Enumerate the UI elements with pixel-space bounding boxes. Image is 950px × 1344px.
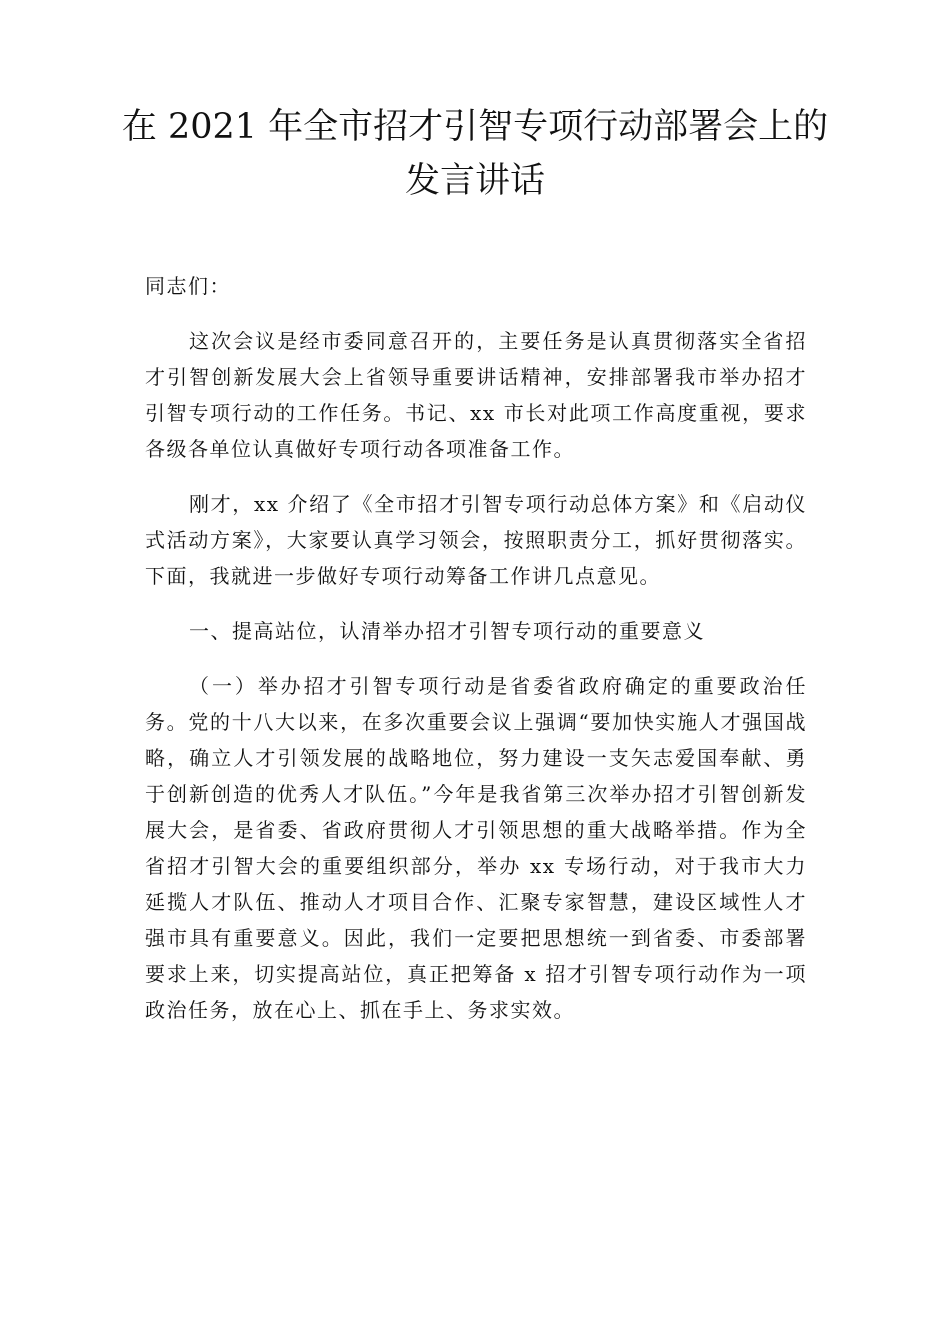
paragraph-overview: 刚才，xx 介绍了《全市招才引智专项行动总体方案》和《启动仪式活动方案》，大家要认真学习领会，按照职责分工，抓好贯彻落实。下面，我就进一步做好专项行动筹备工作讲几点意见。 bbox=[145, 492, 807, 588]
paragraph-subsection-1: （一）举办招才引智专项行动是省委省政府确定的重要政治任务。党的十八大以来，在多次重要会议上强调“要加快实施人才强国战略，确立人才引领发展的战略地位，努力建设一支矢志爱国奉献、勇于创新创造的优秀人才队伍。”今年是我省第三次举办招才引智创新发展大会，是省委、省政府贯彻人才引领思想的重大战略举措。作为全省招才引智大会的重要组织部分，举办 xx 专场行动，对于我市大力延揽人才队伍、推动人才项目合作、汇聚专家智慧，建设区域性人才强市具有重要意义。因此，我们一定要把思想统一到省委、市委部署要求上来，切实提高站位，真正把筹备 x 招才引智专项行动作为一项政治任务，放在心上、抓在手上、务求实效。 bbox=[145, 674, 807, 1022]
document-body bbox=[145, 268, 807, 1047]
section-heading-1: 一、提高站位，认清举办招才引智专项行动的重要意义 bbox=[189, 619, 705, 643]
salutation: 同志们： bbox=[145, 274, 231, 298]
paragraph-intro: 这次会议是经市委同意召开的，主要任务是认真贯彻落实全省招才引智创新发展大会上省领导重要讲话精神，安排部署我市举办招才引智专项行动的工作任务。书记、xx 市长对此项工作高度重视，要求各级各单位认真做好专项行动各项准备工作。 bbox=[145, 329, 807, 461]
document-title: 在 2021 年全市招才引智专项行动部署会上的发言讲话 bbox=[121, 107, 829, 201]
